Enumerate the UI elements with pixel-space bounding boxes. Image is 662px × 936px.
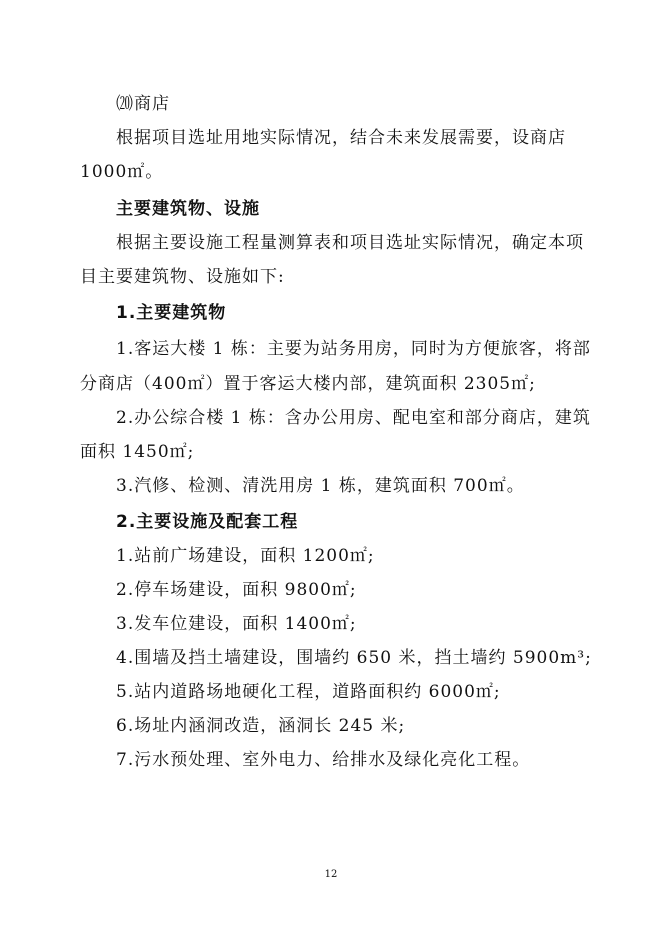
list-item: 6.场址内涵洞改造，涵洞长 245 米; [116, 716, 406, 736]
item-heading-shop: ⒇商店 [116, 94, 170, 114]
subsection-heading-main-facilities: 2.主要设施及配套工程 [116, 512, 299, 532]
paragraph-line: 目主要建筑物、设施如下: [80, 267, 285, 287]
page-number: 12 [324, 869, 338, 880]
list-item: 2.办公综合楼 1 栋：含办公用房、配电室和部分商店，建筑 [116, 408, 591, 428]
list-item: 7.污水预处理、室外电力、给排水及绿化亮化工程。 [116, 750, 531, 770]
subsection-heading-main-buildings: 1.主要建筑物 [116, 303, 227, 323]
list-item-continuation: 分商店（400㎡）置于客运大楼内部，建筑面积 2305㎡; [80, 374, 536, 394]
list-item-continuation: 面积 1450㎡; [80, 442, 195, 462]
list-item: 1.客运大楼 1 栋：主要为站务用房，同时为方便旅客，将部 [116, 339, 591, 359]
list-item: 1.站前广场建设，面积 1200㎡; [116, 546, 375, 566]
list-item: 3.发车位建设，面积 1400㎡; [116, 614, 357, 634]
paragraph-line: 1000㎡。 [80, 162, 164, 182]
paragraph-line: 根据项目选址用地实际情况，结合未来发展需要，设商店 [116, 128, 566, 148]
list-item: 3.汽修、检测、清洗用房 1 栋，建筑面积 700㎡。 [116, 476, 525, 496]
list-item: 2.停车场建设，面积 9800㎡; [116, 580, 357, 600]
paragraph-line: 根据主要设施工程量测算表和项目选址实际情况，确定本项 [116, 233, 584, 253]
section-heading-buildings-facilities: 主要建筑物、设施 [116, 199, 260, 219]
list-item: 4.围墙及挡土墙建设，围墙约 650 米，挡土墙约 5900m³; [116, 648, 592, 668]
list-item: 5.站内道路场地硬化工程，道路面积约 6000㎡; [116, 682, 501, 702]
